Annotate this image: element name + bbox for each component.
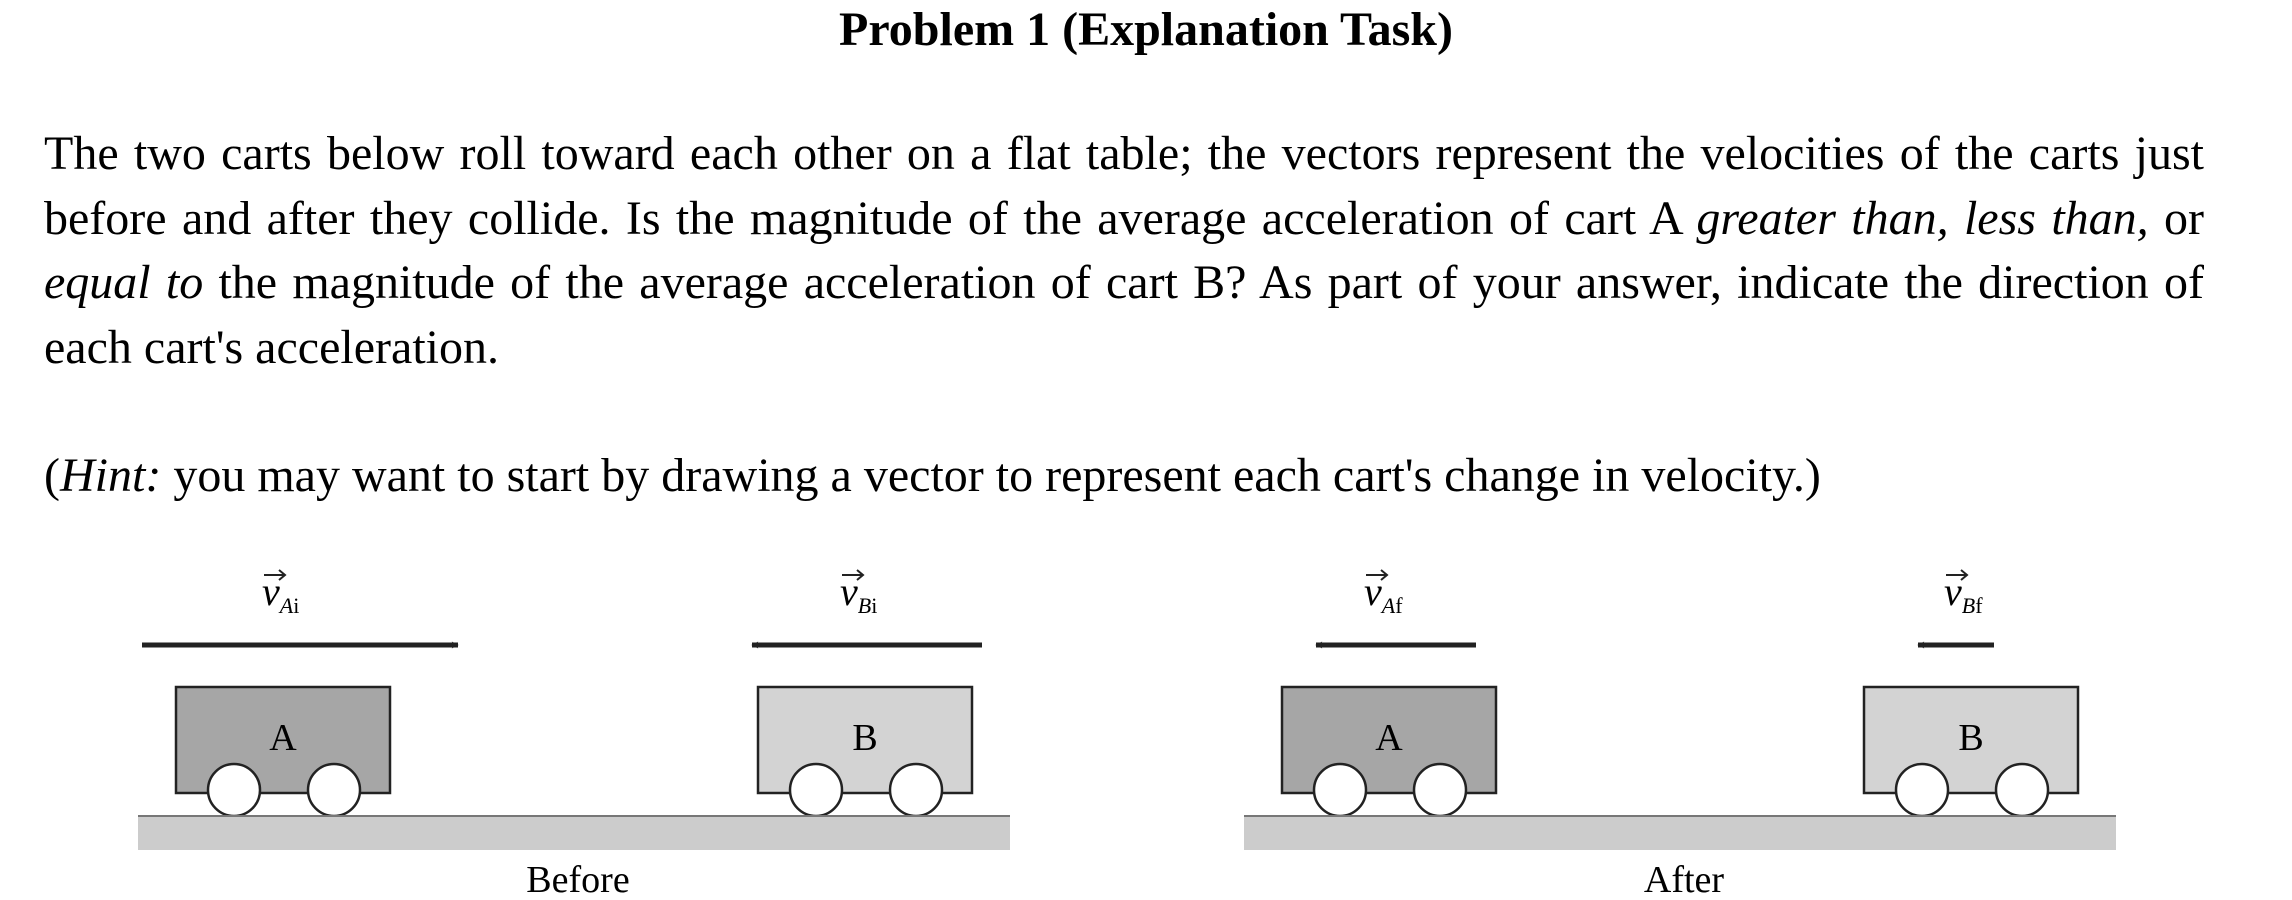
problem-title: Problem 1 (Explanation Task) [839, 3, 1453, 56]
subscript-state: i [293, 593, 300, 618]
caption-after: After [1643, 859, 1725, 900]
cart-wheel [890, 764, 942, 816]
table-before [138, 816, 1010, 850]
hint-body: you may want to start by drawing a vector to represent each cart's change in velocity.) [161, 449, 1821, 502]
velocity-label-b-initial [840, 569, 877, 618]
velocity-label-a-final [1364, 569, 1403, 618]
subscript-state: i [871, 593, 878, 618]
cart-a-after [1282, 687, 1496, 816]
cart-b-before [758, 687, 972, 816]
cart-label: A [1375, 717, 1403, 759]
velocity-label-b-final [1944, 569, 1983, 618]
cart-wheel [790, 764, 842, 816]
vector-symbol: v [840, 569, 858, 614]
cart-label: A [269, 717, 297, 759]
option-less-than: less than, [1963, 191, 2149, 245]
cart-wheel [208, 764, 260, 816]
vector-symbol: v [262, 569, 280, 614]
before-panel [138, 569, 1010, 900]
subscript-letter: B [1961, 593, 1976, 618]
subscript-state: f [1395, 593, 1403, 618]
subscript-letter: A [279, 593, 294, 618]
statement-text-2: the magnitude of the average acceleration of cart B? As part of your answer, indicate the direction of each cart's acceleration. [44, 256, 2205, 374]
statement-or: or [2148, 191, 2205, 245]
cart-label: B [852, 717, 878, 759]
after-panel [1244, 569, 2116, 900]
cart-wheel [1414, 764, 1466, 816]
statement-text-1: The two carts below roll toward each other on a flat table; the vectors represent the velocities of the carts just before and after they collide. Is the magnitude of the average acceleration of cart A [44, 127, 2204, 245]
subscript-state: f [1975, 593, 1983, 618]
cart-b-after [1864, 687, 2078, 816]
table-after [1244, 816, 2116, 850]
cart-label: B [1958, 717, 1984, 759]
cart-a-before [176, 687, 390, 816]
vector-symbol: v [1944, 569, 1962, 614]
caption-before: Before [526, 859, 630, 900]
table-surface [1244, 816, 2116, 850]
option-equal-to: equal to [44, 256, 204, 309]
velocity-label-a-initial [262, 569, 299, 618]
cart-wheel [1896, 764, 1948, 816]
subscript-letter: A [1381, 593, 1396, 618]
cart-wheel [1996, 764, 2048, 816]
cart-wheel [308, 764, 360, 816]
option-greater-than: greater than, [1696, 191, 1949, 245]
table-surface [138, 816, 1010, 850]
subscript-letter: B [857, 593, 872, 618]
cart-wheel [1314, 764, 1366, 816]
hint-open-paren: ( [44, 449, 60, 502]
vector-symbol: v [1364, 569, 1382, 614]
hint-label: Hint: [59, 449, 162, 502]
